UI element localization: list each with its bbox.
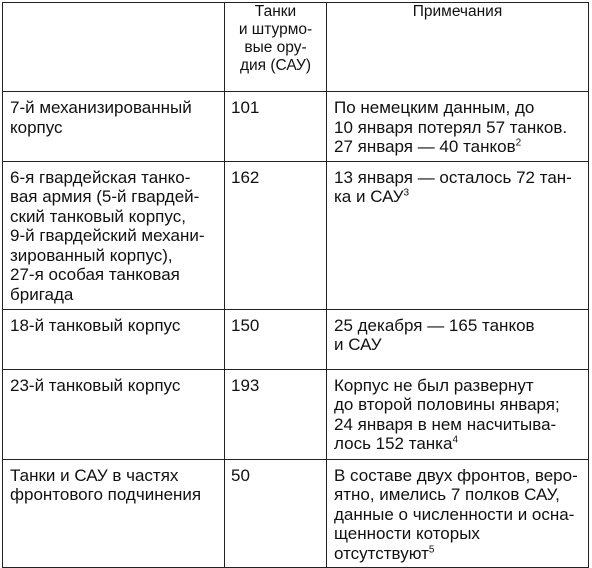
cell-notes: [327, 459, 589, 568]
table-row: [3, 309, 589, 369]
notes-text: В составе двух фронтов, веро- ятно, имелись 7 полков САУ, данные о численности и осна- щенности которых отсутствуют: [334, 465, 578, 563]
notes-text: 25 декабря — 165 танков и САУ: [334, 315, 535, 354]
table-row: [3, 369, 589, 459]
cell-unit: [3, 309, 225, 369]
cell-tanks: [225, 369, 327, 459]
header-tanks: [225, 3, 327, 92]
unit-text: 7-й механизированный корпус: [10, 98, 192, 137]
tanks-value: 162: [231, 167, 260, 187]
cell-tanks: [225, 161, 327, 309]
notes-wrap: [327, 162, 588, 211]
header-notes: [327, 3, 589, 92]
footnote-marker: 3: [403, 187, 410, 199]
tanks-value: 193: [231, 375, 260, 395]
unit-text: Танки и САУ в частях фронтового подчинения: [10, 465, 202, 504]
notes-text: Корпус не был развернут до второй половины января; 24 января в нем насчитыва- лось 152 танка: [334, 375, 560, 453]
cell-tanks: [225, 459, 327, 568]
notes-wrap: [327, 370, 588, 458]
cell-unit: [3, 369, 225, 459]
notes-wrap: [327, 460, 588, 568]
notes-wrap: [327, 310, 588, 359]
cell-notes: [327, 309, 589, 369]
footnote-marker: 2: [515, 137, 522, 149]
notes-text: 13 января — осталось 72 тан- ка и САУ: [334, 167, 572, 206]
cell-notes: [327, 369, 589, 459]
tanks-value: 150: [231, 315, 260, 335]
cell-unit: [3, 92, 225, 162]
cell-unit: [3, 459, 225, 568]
forces-table: [2, 2, 589, 568]
unit-text: 18-й танковый корпус: [10, 315, 181, 335]
footnote-marker: 4: [452, 434, 458, 446]
footnote-marker: 5: [428, 543, 435, 555]
cell-tanks: [225, 92, 327, 162]
table-row: [3, 459, 589, 568]
cell-unit: [3, 161, 225, 309]
notes-text: По немецким данным, до 10 января потерял 57 танков. 27 января — 40 танков: [334, 98, 568, 156]
header-row: [3, 3, 589, 92]
header-tanks-label: Танки и штурмо- вые ору- дия (САУ): [238, 3, 313, 74]
cell-notes: [327, 92, 589, 162]
unit-text: 23-й танковый корпус: [10, 375, 181, 395]
header-notes-label: Примечания: [412, 3, 503, 20]
cell-tanks: [225, 309, 327, 369]
table-row: [3, 161, 589, 309]
unit-text: 6-я гвардейская танко- вая армия (5-й гвардей- ский танковый корпус, 9-й гвардейский механи- зированный корпус), 27-я особая танковая бригада: [10, 167, 205, 304]
tanks-value: 101: [231, 98, 260, 117]
notes-wrap: [327, 92, 588, 161]
table-row: [3, 92, 589, 162]
tanks-value: 50: [231, 465, 250, 485]
header-unit: [3, 3, 225, 92]
cell-notes: [327, 161, 589, 309]
